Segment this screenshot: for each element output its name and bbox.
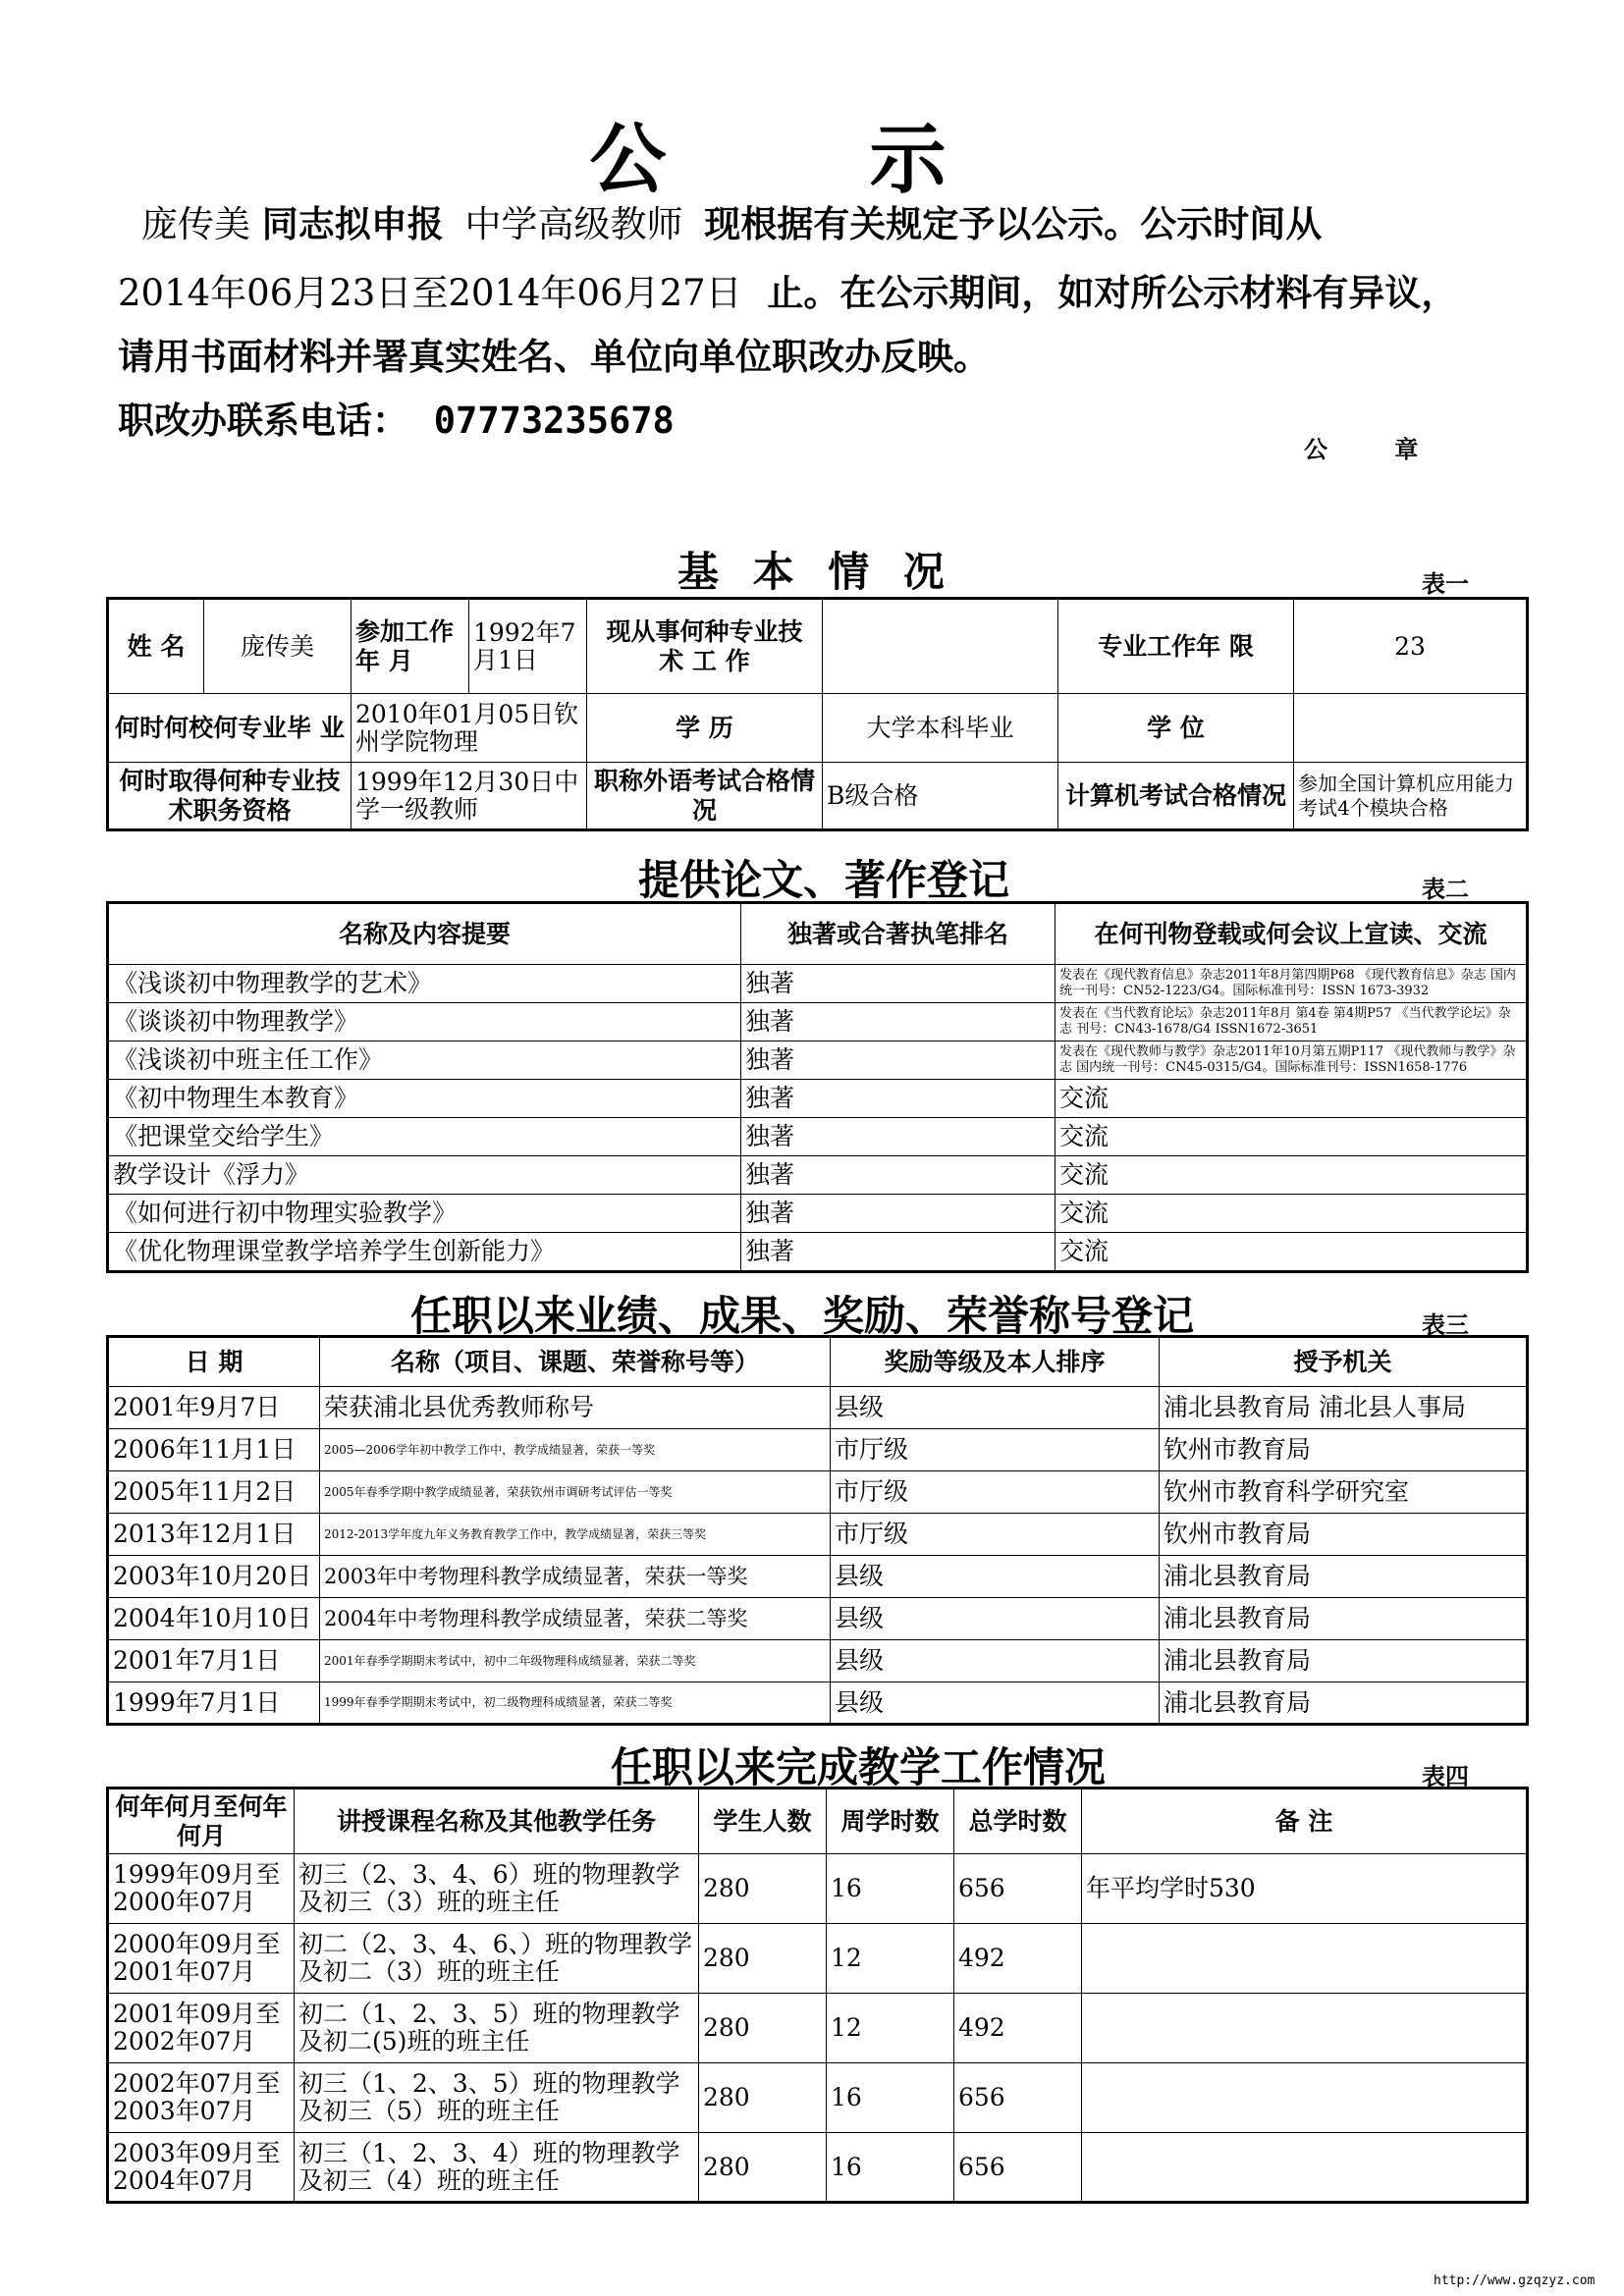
education-value: 大学本科毕业 [823,694,1058,763]
teach-remarks [1082,1994,1528,2063]
teach-weekly-hours: 16 [827,2063,954,2133]
achv-authority: 钦州市教育局 [1160,1514,1528,1556]
table-row [108,1471,1528,1514]
notice-text-3: 止。在公示期间，如对所公示材料有异议， [767,272,1458,314]
notice-text-1: 同志拟申报 [261,203,444,245]
table-row [108,1003,1528,1041]
achv-name: 2004年中考物理科教学成绩显著，荣获二等奖 [320,1598,831,1640]
table-row [108,1682,1528,1725]
achv-authority: 钦州市教育局 [1160,1429,1528,1471]
section-4-title: 任职以来完成教学工作情况 [611,1743,1107,1791]
achv-level: 市厅级 [831,1429,1160,1471]
teach-course: 初三（1、2、3、4）班的物理教学及初三（4）班的班主任 [295,2133,699,2203]
paper-author: 独著 [741,1080,1056,1118]
paper-author: 独著 [741,1003,1056,1041]
phone-label: 职改办联系电话： [118,400,408,442]
achv-name: 2003年中考物理科教学成绩显著，荣获一等奖 [320,1556,831,1598]
section-2-tag: 表二 [1422,876,1469,903]
teaching-table [106,1787,1529,2204]
paper-author: 独著 [741,1156,1056,1195]
achv-date: 2001年9月7日 [108,1387,320,1429]
achv-name: 2005—2006学年初中教学工作中，教学成绩显著，荣获一等奖 [320,1429,831,1471]
teach-header-course: 讲授课程名称及其他教学任务 [295,1789,699,1854]
achv-authority: 浦北县教育局 [1160,1598,1528,1640]
paper-venue: 发表在《现代教育信息》杂志2011年8月第四期P68 《现代教育信息》杂志 国内统一刊号：CN52-1223/G4。国际标准刊号：ISSN 1673-3932 [1056,965,1528,1003]
table-row [108,1195,1528,1233]
teach-remarks [1082,1924,1528,1994]
teach-students: 280 [699,1924,827,1994]
teach-weekly-hours: 16 [827,2133,954,2203]
papers-table [106,901,1529,1273]
years-label: 专业工作年 限 [1058,599,1294,694]
table-row [108,1994,1528,2063]
work-start-value: 1992年7月1日 [469,599,587,694]
basic-info-table [106,597,1529,831]
table-row [108,2133,1528,2203]
table-row [108,1080,1528,1118]
paper-venue: 交流 [1056,1080,1528,1118]
achv-name: 2005年春季学期中教学成绩显著，荣获钦州市调研考试评估一等奖 [320,1471,831,1514]
achv-header-name: 名称（项目、课题、荣誉称号等） [320,1337,831,1387]
teach-total-hours: 656 [954,1854,1082,1924]
graduation-label: 何时何校何专业毕 业 [108,694,352,763]
qualification-value: 1999年12月30日中学一级教师 [352,763,587,830]
notice-line-2 [118,265,1551,322]
achievements-table [106,1335,1529,1726]
papers-header-venue: 在何刊物登载或何会议上宣读、交流 [1056,903,1528,965]
teach-students: 280 [699,2133,827,2203]
teach-weekly-hours: 16 [827,1854,954,1924]
teach-header-remarks: 备 注 [1082,1789,1528,1854]
table-row [108,2063,1528,2133]
achv-date: 2003年10月20日 [108,1556,320,1598]
table-row [108,1233,1528,1272]
teach-remarks [1082,2133,1528,2203]
page-title: 公 示 [589,116,1035,204]
teach-period: 2002年07月至2003年07月 [108,2063,295,2133]
notice-line-1 [118,196,1551,253]
achv-date: 1999年7月1日 [108,1682,320,1725]
achv-authority: 钦州市教育科学研究室 [1160,1471,1528,1514]
achv-date: 2006年11月1日 [108,1429,320,1471]
table-row [108,1387,1528,1429]
foreign-language-value: B级合格 [823,763,1058,830]
teach-period: 2000年09月至2001年07月 [108,1924,295,1994]
papers-header-name: 名称及内容提要 [108,903,741,965]
phone-number: 07773235678 [433,400,675,442]
table-row [108,1514,1528,1556]
teach-period: 2003年09月至2004年07月 [108,2133,295,2203]
achv-header-authority: 授予机关 [1160,1337,1528,1387]
computer-exam-value: 参加全国计算机应用能力考试4个模块合格 [1294,763,1528,830]
teach-total-hours: 492 [954,1924,1082,1994]
table-row [108,1598,1528,1640]
table-row [108,965,1528,1003]
achv-level: 县级 [831,1682,1160,1725]
achv-authority: 浦北县教育局 [1160,1556,1528,1598]
teach-remarks [1082,2063,1528,2133]
paper-venue: 交流 [1056,1233,1528,1272]
degree-label: 学 位 [1058,694,1294,763]
teach-period: 2001年09月至2002年07月 [108,1994,295,2063]
table-row [108,1429,1528,1471]
paper-name: 教学设计《浮力》 [108,1156,741,1195]
section-1-tag: 表一 [1422,570,1469,598]
paper-venue: 发表在《现代教师与教学》杂志2011年10月第五期P117 《现代教师与教学》杂志 国内统一刊号：CN45-0315/G4。国际标准刊号：ISSN1658-1776 [1056,1041,1528,1080]
achv-level: 县级 [831,1556,1160,1598]
teach-students: 280 [699,1994,827,2063]
notice-line-3 [118,329,1551,386]
graduation-value: 2010年01月05日钦州学院物理 [352,694,587,763]
foreign-language-label: 职称外语考试合格情况 [587,763,823,830]
achv-authority: 浦北县教育局 [1160,1682,1528,1725]
teach-students: 280 [699,1854,827,1924]
teach-course: 初三（1、2、3、5）班的物理教学及初三（5）班的班主任 [295,2063,699,2133]
teach-total-hours: 656 [954,2133,1082,2203]
teach-students: 280 [699,2063,827,2133]
qualification-label: 何时取得何种专业技术职务资格 [108,763,352,830]
achv-name: 2012-2013学年度九年义务教育教学工作中，教学成绩显著，荣获三等奖 [320,1514,831,1556]
applicant-name: 庞传美 [141,203,250,245]
teach-total-hours: 656 [954,2063,1082,2133]
achv-level: 县级 [831,1598,1160,1640]
section-3-tag: 表三 [1422,1311,1469,1339]
table-row [108,1640,1528,1682]
current-work-label: 现从事何种专业技 术 工 作 [587,599,823,694]
paper-author: 独著 [741,1041,1056,1080]
paper-venue: 交流 [1056,1195,1528,1233]
paper-author: 独著 [741,1233,1056,1272]
work-start-label: 参加工作年 月 [352,599,469,694]
achv-date: 2013年12月1日 [108,1514,320,1556]
table-row [108,1924,1528,1994]
degree-value [1294,694,1528,763]
achv-authority: 浦北县教育局 [1160,1640,1528,1682]
achv-date: 2004年10月10日 [108,1598,320,1640]
teach-weekly-hours: 12 [827,1924,954,1994]
teach-header-total-hours: 总学时数 [954,1789,1082,1854]
achv-authority: 浦北县教育局 浦北县人事局 [1160,1387,1528,1429]
paper-name: 《把课堂交给学生》 [108,1118,741,1156]
notice-text-4: 请用书面材料并署真实姓名、单位向单位职改办反映。 [118,336,990,378]
table-row [108,1156,1528,1195]
table-row [108,1118,1528,1156]
teach-header-students: 学生人数 [699,1789,827,1854]
section-2-title: 提供论文、著作登记 [638,856,1010,904]
achv-level: 市厅级 [831,1471,1160,1514]
achv-name: 1999年春季学期期末考试中，初二级物理科成绩显著，荣获二等奖 [320,1682,831,1725]
section-1-title: 基 本 情 况 [677,548,954,596]
achv-header-level: 奖励等级及本人排序 [831,1337,1160,1387]
achv-name: 2001年春季学期期末考试中，初中二年级物理科成绩显著，荣获二等奖 [320,1640,831,1682]
paper-name: 《初中物理生本教育》 [108,1080,741,1118]
paper-name: 《浅谈初中班主任工作》 [108,1041,741,1080]
teach-course: 初三（2、3、4、6）班的物理教学及初三（3）班的班主任 [295,1854,699,1924]
teach-weekly-hours: 12 [827,1994,954,2063]
paper-author: 独著 [741,965,1056,1003]
name-label: 姓 名 [108,599,204,694]
teach-total-hours: 492 [954,1994,1082,2063]
name-value: 庞传美 [204,599,352,694]
achv-date: 2001年7月1日 [108,1640,320,1682]
applied-position: 中学高级教师 [464,203,683,245]
section-4-tag: 表四 [1422,1763,1469,1790]
paper-venue: 交流 [1056,1156,1528,1195]
paper-author: 独著 [741,1195,1056,1233]
footer-url[interactable]: http://www.gzqzyz.com [1434,2273,1596,2288]
achv-level: 市厅级 [831,1514,1160,1556]
table-row [108,1041,1528,1080]
paper-name: 《优化物理课堂教学培养学生创新能力》 [108,1233,741,1272]
achv-date: 2005年11月2日 [108,1471,320,1514]
achv-name: 荣获浦北县优秀教师称号 [320,1387,831,1429]
table-row [108,1556,1528,1598]
teach-remarks: 年平均学时530 [1082,1854,1528,1924]
current-work-value [823,599,1058,694]
teach-period: 1999年09月至2000年07月 [108,1854,295,1924]
paper-name: 《如何进行初中物理实验教学》 [108,1195,741,1233]
notice-text-2: 现根据有关规定予以公示。公示时间从 [704,203,1323,245]
years-value: 23 [1294,599,1528,694]
achv-header-date: 日 期 [108,1337,320,1387]
paper-author: 独著 [741,1118,1056,1156]
teach-header-period: 何年何月至何年何月 [108,1789,295,1854]
papers-header-author: 独著或合著执笔排名 [741,903,1056,965]
achv-level: 县级 [831,1387,1160,1429]
paper-name: 《浅谈初中物理教学的艺术》 [108,965,741,1003]
paper-venue: 发表在《当代教育论坛》杂志2011年8月 第4卷 第4期P57 《当代教学论坛》杂志 刊号：CN43-1678/G4 ISSN1672-3651 [1056,1003,1528,1041]
teach-course: 初二（2、3、4、6、）班的物理教学及初二（3）班的班主任 [295,1924,699,1994]
notice-period: 2014年06月23日至2014年06月27日 [118,272,742,314]
seal-label: 公 章 [1304,436,1448,463]
section-3-title: 任职以来业绩、成果、奖励、荣誉称号登记 [410,1292,1195,1340]
paper-venue: 交流 [1056,1118,1528,1156]
paper-name: 《谈谈初中物理教学》 [108,1003,741,1041]
teach-header-weekly-hours: 周学时数 [827,1789,954,1854]
computer-exam-label: 计算机考试合格情况 [1058,763,1294,830]
education-label: 学 历 [587,694,823,763]
teach-course: 初二（1、2、3、5）班的物理教学及初二(5)班的班主任 [295,1994,699,2063]
achv-level: 县级 [831,1640,1160,1682]
table-row [108,1854,1528,1924]
